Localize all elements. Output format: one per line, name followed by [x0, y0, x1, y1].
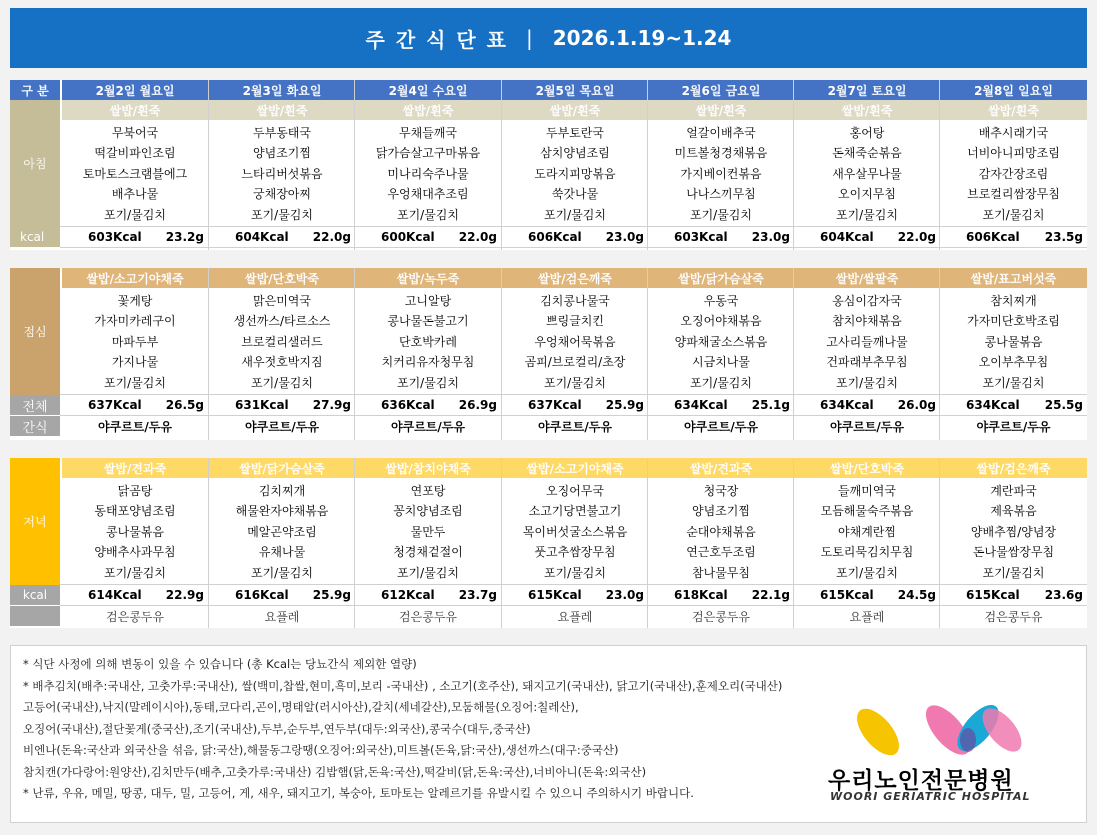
kcal-value: 603Kcal: [674, 230, 728, 244]
kcal-value: 637Kcal: [88, 398, 142, 412]
menu-item: 가자미카레구이: [94, 314, 176, 329]
note-line: 비엔나(돈육:국산과 외국산을 섞음, 닭:국산),해물동그랑땡(오징어:외국산),미트볼(돈육,닭:국산),생선까스(대구:중국산): [23, 743, 619, 757]
menu-item: 포기/물김치: [982, 375, 1045, 390]
total-label: 전체: [10, 395, 60, 415]
date-range: 2026.1.19~1.24: [552, 26, 732, 50]
menu-item: 미나리숙주나물: [387, 166, 469, 181]
rice-porridge-cell: 쌀밥/검은깨죽: [940, 458, 1087, 478]
column-divider: [501, 458, 502, 628]
dinner-section: [10, 458, 1087, 628]
snack-cell: 야쿠르트/두유: [98, 419, 172, 434]
menu-item: 두부동태국: [253, 125, 311, 140]
menu-item: 오이지무침: [838, 187, 896, 202]
kcal-value: 634Kcal: [966, 398, 1020, 412]
sugar-value: 23.5g: [1044, 230, 1083, 244]
rice-porridge-cell: 쌀밥/표고버섯죽: [940, 268, 1087, 288]
menu-item: 오징어야채볶음: [680, 314, 762, 329]
day-header: 2월2일 월요일: [62, 80, 208, 100]
rice-porridge-cell: 쌀밥/쌀팥죽: [794, 268, 940, 288]
menu-item: 포기/물김치: [250, 565, 313, 580]
menu-item: 우엉채대추조림: [387, 187, 469, 202]
snack-cell: 요플레: [849, 609, 885, 624]
lunch-section: [10, 268, 1087, 440]
menu-item: 돈나물쌈장무침: [972, 545, 1055, 560]
menu-item: 두부토란국: [546, 125, 604, 140]
menu-item: 야채계란찜: [838, 524, 896, 539]
snack-cell: 야쿠르트/두유: [684, 419, 758, 434]
kcal-row: [355, 585, 501, 605]
note-line: * 배추김치(배추:국내산, 고춧가루:국내산), 쌀(백미,찹쌀,현미,흑미,보리 -국내산) , 소고기(호주산), 돼지고기(국내산), 닭고기(국내산),훈제오리(국내산): [23, 678, 783, 693]
menu-item: 포기/물김치: [982, 565, 1045, 580]
title-separator: |: [525, 26, 535, 50]
rice-porridge-cell: 쌀밥/소고기야채죽: [502, 458, 648, 478]
menu-item: 홍어탕: [849, 125, 885, 140]
row-divider: [60, 415, 1087, 416]
kcal-row: [794, 227, 940, 247]
rice-porridge-cell: 쌀밥/흰죽: [648, 100, 794, 120]
row-divider: [60, 605, 1087, 606]
menu-item: 포기/물김치: [396, 565, 459, 580]
menu-item: 풋고추쌈장무침: [534, 545, 616, 560]
kcal-row: [355, 395, 501, 415]
menu-item: 콩나물돈불고기: [387, 314, 469, 329]
menu-item: 참치야채볶음: [832, 314, 902, 329]
menu-item: 미트볼청경채볶음: [674, 146, 768, 161]
menu-item: 궁채장아찌: [253, 187, 311, 202]
menu-item: 포기/물김치: [103, 375, 166, 390]
sugar-value: 26.0g: [897, 398, 936, 412]
kcal-row: [794, 395, 940, 415]
snack-cell: 야쿠르트/두유: [830, 419, 904, 434]
menu-item: 옹심이감자국: [832, 293, 902, 308]
column-divider: [354, 80, 355, 250]
hospital-name: 우리노인전문병원: [828, 768, 1014, 794]
menu-item: 포기/물김치: [835, 207, 898, 222]
menu-item: 단호박카레: [399, 334, 457, 349]
note-line: * 난류, 우유, 메밀, 땅콩, 대두, 밀, 고등어, 게, 새우, 돼지고기, 복숭아, 토마토는 알레르기를 유발시킬 수 있으니 주의하시기 바랍니다.: [23, 786, 694, 800]
kcal-row: [62, 585, 208, 605]
rice-porridge-cell: 쌀밥/견과죽: [648, 458, 794, 478]
kcal-value: 634Kcal: [820, 398, 874, 412]
menu-item: 제육볶음: [990, 504, 1037, 519]
menu-item: 토마토스크램블에그: [82, 166, 188, 181]
kcal-label: kcal: [10, 227, 60, 247]
menu-item: 우엉채어묵볶음: [534, 334, 616, 349]
menu-item: 고사리들깨나물: [826, 334, 908, 349]
column-divider: [354, 458, 355, 628]
sugar-value: 25.9g: [605, 398, 644, 412]
menu-item: 나나스끼무침: [686, 187, 756, 202]
kcal-row: [940, 227, 1087, 247]
kcal-value: 634Kcal: [674, 398, 728, 412]
menu-item: 가지나물: [111, 355, 159, 370]
row-divider: [60, 394, 1087, 395]
menu-item: 꽃게탕: [117, 293, 153, 308]
kcal-row: [940, 395, 1087, 415]
kcal-value: 606Kcal: [966, 230, 1020, 244]
sugar-value: 23.0g: [751, 230, 790, 244]
kcal-row: [502, 585, 648, 605]
kcal-row: [648, 395, 794, 415]
column-divider: [793, 458, 794, 628]
note-line: 오징어(국내산),절단꽃게(중국산),조기(국내산),두부,순두부,연두부(대두:외국산),콩국수(대두,중국산): [23, 721, 531, 736]
menu-item: 해물완자야채볶음: [235, 504, 329, 519]
kcal-row: [502, 227, 648, 247]
menu-item: 참나물무침: [692, 565, 750, 580]
menu-item: 물만두: [410, 524, 446, 539]
sugar-value: 22.0g: [458, 230, 497, 244]
menu-item: 오이부추무침: [978, 355, 1049, 370]
menu-item: 건파래부추무침: [826, 355, 908, 370]
kcal-value: 631Kcal: [235, 398, 289, 412]
column-divider: [793, 80, 794, 250]
kcal-value: 606Kcal: [528, 230, 582, 244]
rice-porridge-cell: 쌀밥/검은깨죽: [502, 268, 648, 288]
note-line: 참치캔(가다랑어:원양산),김치만두(배추,고춧가루:국내산) 김밥햄(닭,돈육:국산),떡갈비(닭,돈육:국산),너비아니(돈육:외국산): [23, 764, 647, 779]
page-title: 주 간 식 단 표: [365, 27, 508, 52]
menu-item: 가지베이컨볶음: [680, 166, 762, 181]
kcal-value: 603Kcal: [88, 230, 142, 244]
kcal-value: 604Kcal: [820, 230, 874, 244]
menu-item: 도토리묵김치무침: [820, 545, 914, 560]
menu-item: 포기/물김치: [543, 375, 606, 390]
snack-cell: 요플레: [557, 609, 593, 624]
menu-item: 포기/물김치: [689, 207, 752, 222]
menu-item: 양파채굴소스볶음: [674, 334, 768, 349]
rice-porridge-cell: 쌀밥/흰죽: [355, 100, 501, 120]
kcal-row: [62, 395, 208, 415]
rice-porridge-cell: 쌀밥/흰죽: [209, 100, 355, 120]
snack-cell: 요플레: [264, 609, 300, 624]
menu-item: 너비아니피망조림: [967, 146, 1060, 161]
sugar-value: 22.9g: [165, 588, 204, 602]
sugar-value: 25.5g: [1044, 398, 1083, 412]
menu-item: 닭가슴살고구마볶음: [375, 146, 481, 161]
note-line: 고등어(국내산),낙지(말레이시아),동태,코다리,곤이,명태알(러시아산),갈치(세네갈산),모둠해물(오징어:칠레산),: [23, 700, 579, 714]
kcal-label: kcal: [10, 585, 60, 605]
sugar-value: 27.9g: [312, 398, 351, 412]
sugar-value: 23.0g: [605, 588, 644, 602]
rice-porridge-cell: 쌀밥/단호박죽: [794, 458, 940, 478]
menu-item: 양념조기찜: [253, 146, 311, 161]
menu-item: 목이버섯굴소스볶음: [522, 524, 628, 539]
menu-item: 참치찌개: [990, 293, 1037, 308]
rice-porridge-cell: 쌀밥/소고기야채죽: [62, 268, 208, 288]
menu-item: 청국장: [703, 483, 739, 498]
kcal-row: [209, 227, 355, 247]
menu-item: 포기/물김치: [543, 207, 606, 222]
kcal-value: 614Kcal: [88, 588, 142, 602]
sugar-value: 26.9g: [458, 398, 497, 412]
kcal-row: [209, 585, 355, 605]
menu-item: 메알곤약조림: [247, 524, 317, 539]
dinner-label: 저녁: [10, 458, 60, 585]
kcal-value: 612Kcal: [381, 588, 435, 602]
snack-label: 간식: [10, 416, 60, 436]
column-divider: [647, 458, 648, 628]
menu-item: 배추시래기국: [978, 125, 1049, 140]
column-divider: [939, 80, 940, 250]
breakfast-label: 아침: [10, 100, 60, 227]
rice-porridge-cell: 쌀밥/닭가슴살죽: [648, 268, 794, 288]
menu-item: 소고기당면불고기: [528, 504, 622, 519]
menu-item: 고니알탕: [404, 293, 452, 308]
menu-item: 가자미단호박조림: [967, 314, 1060, 329]
rice-porridge-cell: 쌀밥/흰죽: [502, 100, 648, 120]
menu-item: 우동국: [703, 293, 739, 308]
breakfast-section: [10, 80, 1087, 250]
snack-cell: 야쿠르트/두유: [391, 419, 465, 434]
menu-item: 김치콩나물국: [540, 293, 610, 308]
menu-item: 순대야채볶음: [686, 524, 756, 539]
menu-item: 콩나물볶음: [984, 334, 1043, 349]
kcal-value: 615Kcal: [528, 588, 582, 602]
menu-item: 닭곰탕: [117, 483, 153, 498]
menu-item: 계란파국: [990, 483, 1037, 498]
menu-item: 포기/물김치: [689, 375, 752, 390]
menu-item: 도라지피망볶음: [534, 166, 616, 181]
rice-porridge-cell: 쌀밥/흰죽: [940, 100, 1087, 120]
menu-item: 느타리버섯볶음: [241, 166, 323, 181]
rice-porridge-cell: 쌀밥/흰죽: [62, 100, 208, 120]
kcal-row: [940, 585, 1087, 605]
menu-item: 양념조기찜: [692, 504, 750, 519]
kcal-value: 615Kcal: [966, 588, 1020, 602]
menu-item: 삼치양념조림: [540, 146, 610, 161]
menu-item: 쁘링글치킨: [546, 314, 604, 329]
kcal-row: [355, 227, 501, 247]
day-header: 2월3일 화요일: [209, 80, 355, 100]
menu-item: 돈채죽순볶음: [832, 146, 902, 161]
column-divider: [647, 80, 648, 250]
kcal-row: [62, 227, 208, 247]
gubun-label: 구 분: [10, 80, 60, 100]
menu-item: 포기/물김치: [103, 565, 166, 580]
menu-item: 포기/물김치: [982, 207, 1045, 222]
kcal-value: 618Kcal: [674, 588, 728, 602]
menu-item: 떡갈비파인조림: [94, 146, 176, 161]
snack-cell: 야쿠르트/두유: [976, 419, 1051, 434]
menu-item: 유채나물: [258, 545, 306, 560]
menu-item: 연근호두조림: [686, 545, 756, 560]
rice-porridge-cell: 쌀밥/견과죽: [62, 458, 208, 478]
menu-item: 김치찌개: [258, 483, 306, 498]
menu-item: 포기/물김치: [250, 207, 313, 222]
page-title-bar: [10, 8, 1087, 68]
sugar-value: 24.5g: [897, 588, 936, 602]
menu-item: 쑥갓나물: [551, 187, 599, 202]
rice-porridge-cell: 쌀밥/단호박죽: [209, 268, 355, 288]
snack-cell: 야쿠르트/두유: [538, 419, 612, 434]
menu-item: 새우젓호박지짐: [241, 355, 323, 370]
menu-item: 꽁치양념조림: [393, 504, 463, 519]
menu-item: 새우살무나물: [832, 166, 902, 181]
snack-label-empty: [10, 606, 60, 626]
snack-cell: 검은콩두유: [692, 609, 750, 624]
menu-item: 마파두부: [111, 334, 159, 349]
note-line: * 식단 사정에 의해 변동이 있을 수 있습니다 (총 Kcal는 당뇨간식 제외한 열량): [23, 657, 417, 671]
menu-item: 동태포양념조림: [94, 504, 176, 519]
kcal-row: [648, 227, 794, 247]
hospital-name-english: WOORI GERIATRIC HOSPITAL: [830, 790, 1031, 803]
sugar-value: 23.2g: [165, 230, 204, 244]
menu-item: 오징어무국: [546, 483, 604, 498]
row-divider: [60, 247, 1087, 248]
snack-cell: 검은콩두유: [399, 609, 457, 624]
menu-item: 배추나물: [111, 187, 159, 202]
kcal-value: 615Kcal: [820, 588, 874, 602]
menu-item: 포기/물김치: [835, 565, 898, 580]
menu-item: 포기/물김치: [835, 375, 898, 390]
column-divider: [208, 80, 209, 250]
menu-item: 브로컬리쌈장무침: [967, 187, 1060, 202]
snack-cell: 야쿠르트/두유: [245, 419, 319, 434]
sugar-value: 26.5g: [165, 398, 204, 412]
rice-porridge-cell: 쌀밥/닭가슴살죽: [209, 458, 355, 478]
day-header: 2월7일 토요일: [794, 80, 940, 100]
snack-cell: 검은콩두유: [106, 609, 164, 624]
sugar-value: 22.0g: [312, 230, 351, 244]
day-header: 2월4일 수요일: [355, 80, 501, 100]
menu-item: 맑은미역국: [253, 293, 311, 308]
menu-item: 들깨미역국: [838, 483, 896, 498]
lunch-label: 점심: [10, 268, 60, 395]
rice-porridge-cell: 쌀밥/흰죽: [794, 100, 940, 120]
sugar-value: 25.1g: [751, 398, 790, 412]
snack-cell: 검은콩두유: [984, 609, 1043, 624]
sugar-value: 22.1g: [751, 588, 790, 602]
kcal-value: 600Kcal: [381, 230, 435, 244]
day-header: 2월5일 목요일: [502, 80, 648, 100]
day-header: 2월6일 금요일: [648, 80, 794, 100]
kcal-row: [502, 395, 648, 415]
sugar-value: 23.0g: [605, 230, 644, 244]
menu-item: 포기/물김치: [396, 207, 459, 222]
kcal-value: 637Kcal: [528, 398, 582, 412]
rice-porridge-cell: 쌀밥/참치야채죽: [355, 458, 501, 478]
menu-item: 시금치나물: [692, 355, 750, 370]
kcal-row: [209, 395, 355, 415]
sugar-value: 25.9g: [312, 588, 351, 602]
kcal-row: [794, 585, 940, 605]
kcal-row: [648, 585, 794, 605]
menu-item: 생선까스/타르소스: [233, 314, 331, 329]
menu-item: 치커리유자청무침: [381, 355, 475, 370]
menu-item: 모듬해물숙주볶음: [820, 504, 914, 519]
rice-porridge-cell: 쌀밥/녹두죽: [355, 268, 501, 288]
menu-item: 양배추사과무침: [94, 545, 176, 560]
menu-item: 양배추찜/양념장: [970, 524, 1057, 539]
sugar-value: 22.0g: [897, 230, 936, 244]
row-divider: [60, 584, 1087, 585]
menu-item: 포기/물김치: [396, 375, 459, 390]
menu-item: 곰피/브로컬리/초장: [524, 355, 626, 370]
menu-item: 얼갈이배추국: [686, 125, 756, 140]
menu-item: 포기/물김치: [543, 565, 606, 580]
menu-item: 연포탕: [410, 483, 446, 498]
menu-item: 청경채겉절이: [393, 545, 463, 560]
sugar-value: 23.7g: [458, 588, 497, 602]
row-divider: [60, 226, 1087, 227]
column-divider: [501, 80, 502, 250]
column-divider: [208, 458, 209, 628]
sugar-value: 23.6g: [1044, 588, 1083, 602]
menu-item: 콩나물볶음: [106, 524, 164, 539]
column-divider: [939, 458, 940, 628]
kcal-value: 604Kcal: [235, 230, 289, 244]
menu-item: 무채들깨국: [399, 125, 457, 140]
menu-item: 무북어국: [111, 125, 159, 140]
menu-item: 감자간장조림: [978, 166, 1049, 181]
menu-item: 포기/물김치: [103, 207, 166, 222]
kcal-value: 636Kcal: [381, 398, 435, 412]
menu-item: 포기/물김치: [250, 375, 313, 390]
kcal-value: 616Kcal: [235, 588, 289, 602]
menu-item: 브로컬리샐러드: [241, 334, 323, 349]
day-header: 2월8일 일요일: [940, 80, 1087, 100]
